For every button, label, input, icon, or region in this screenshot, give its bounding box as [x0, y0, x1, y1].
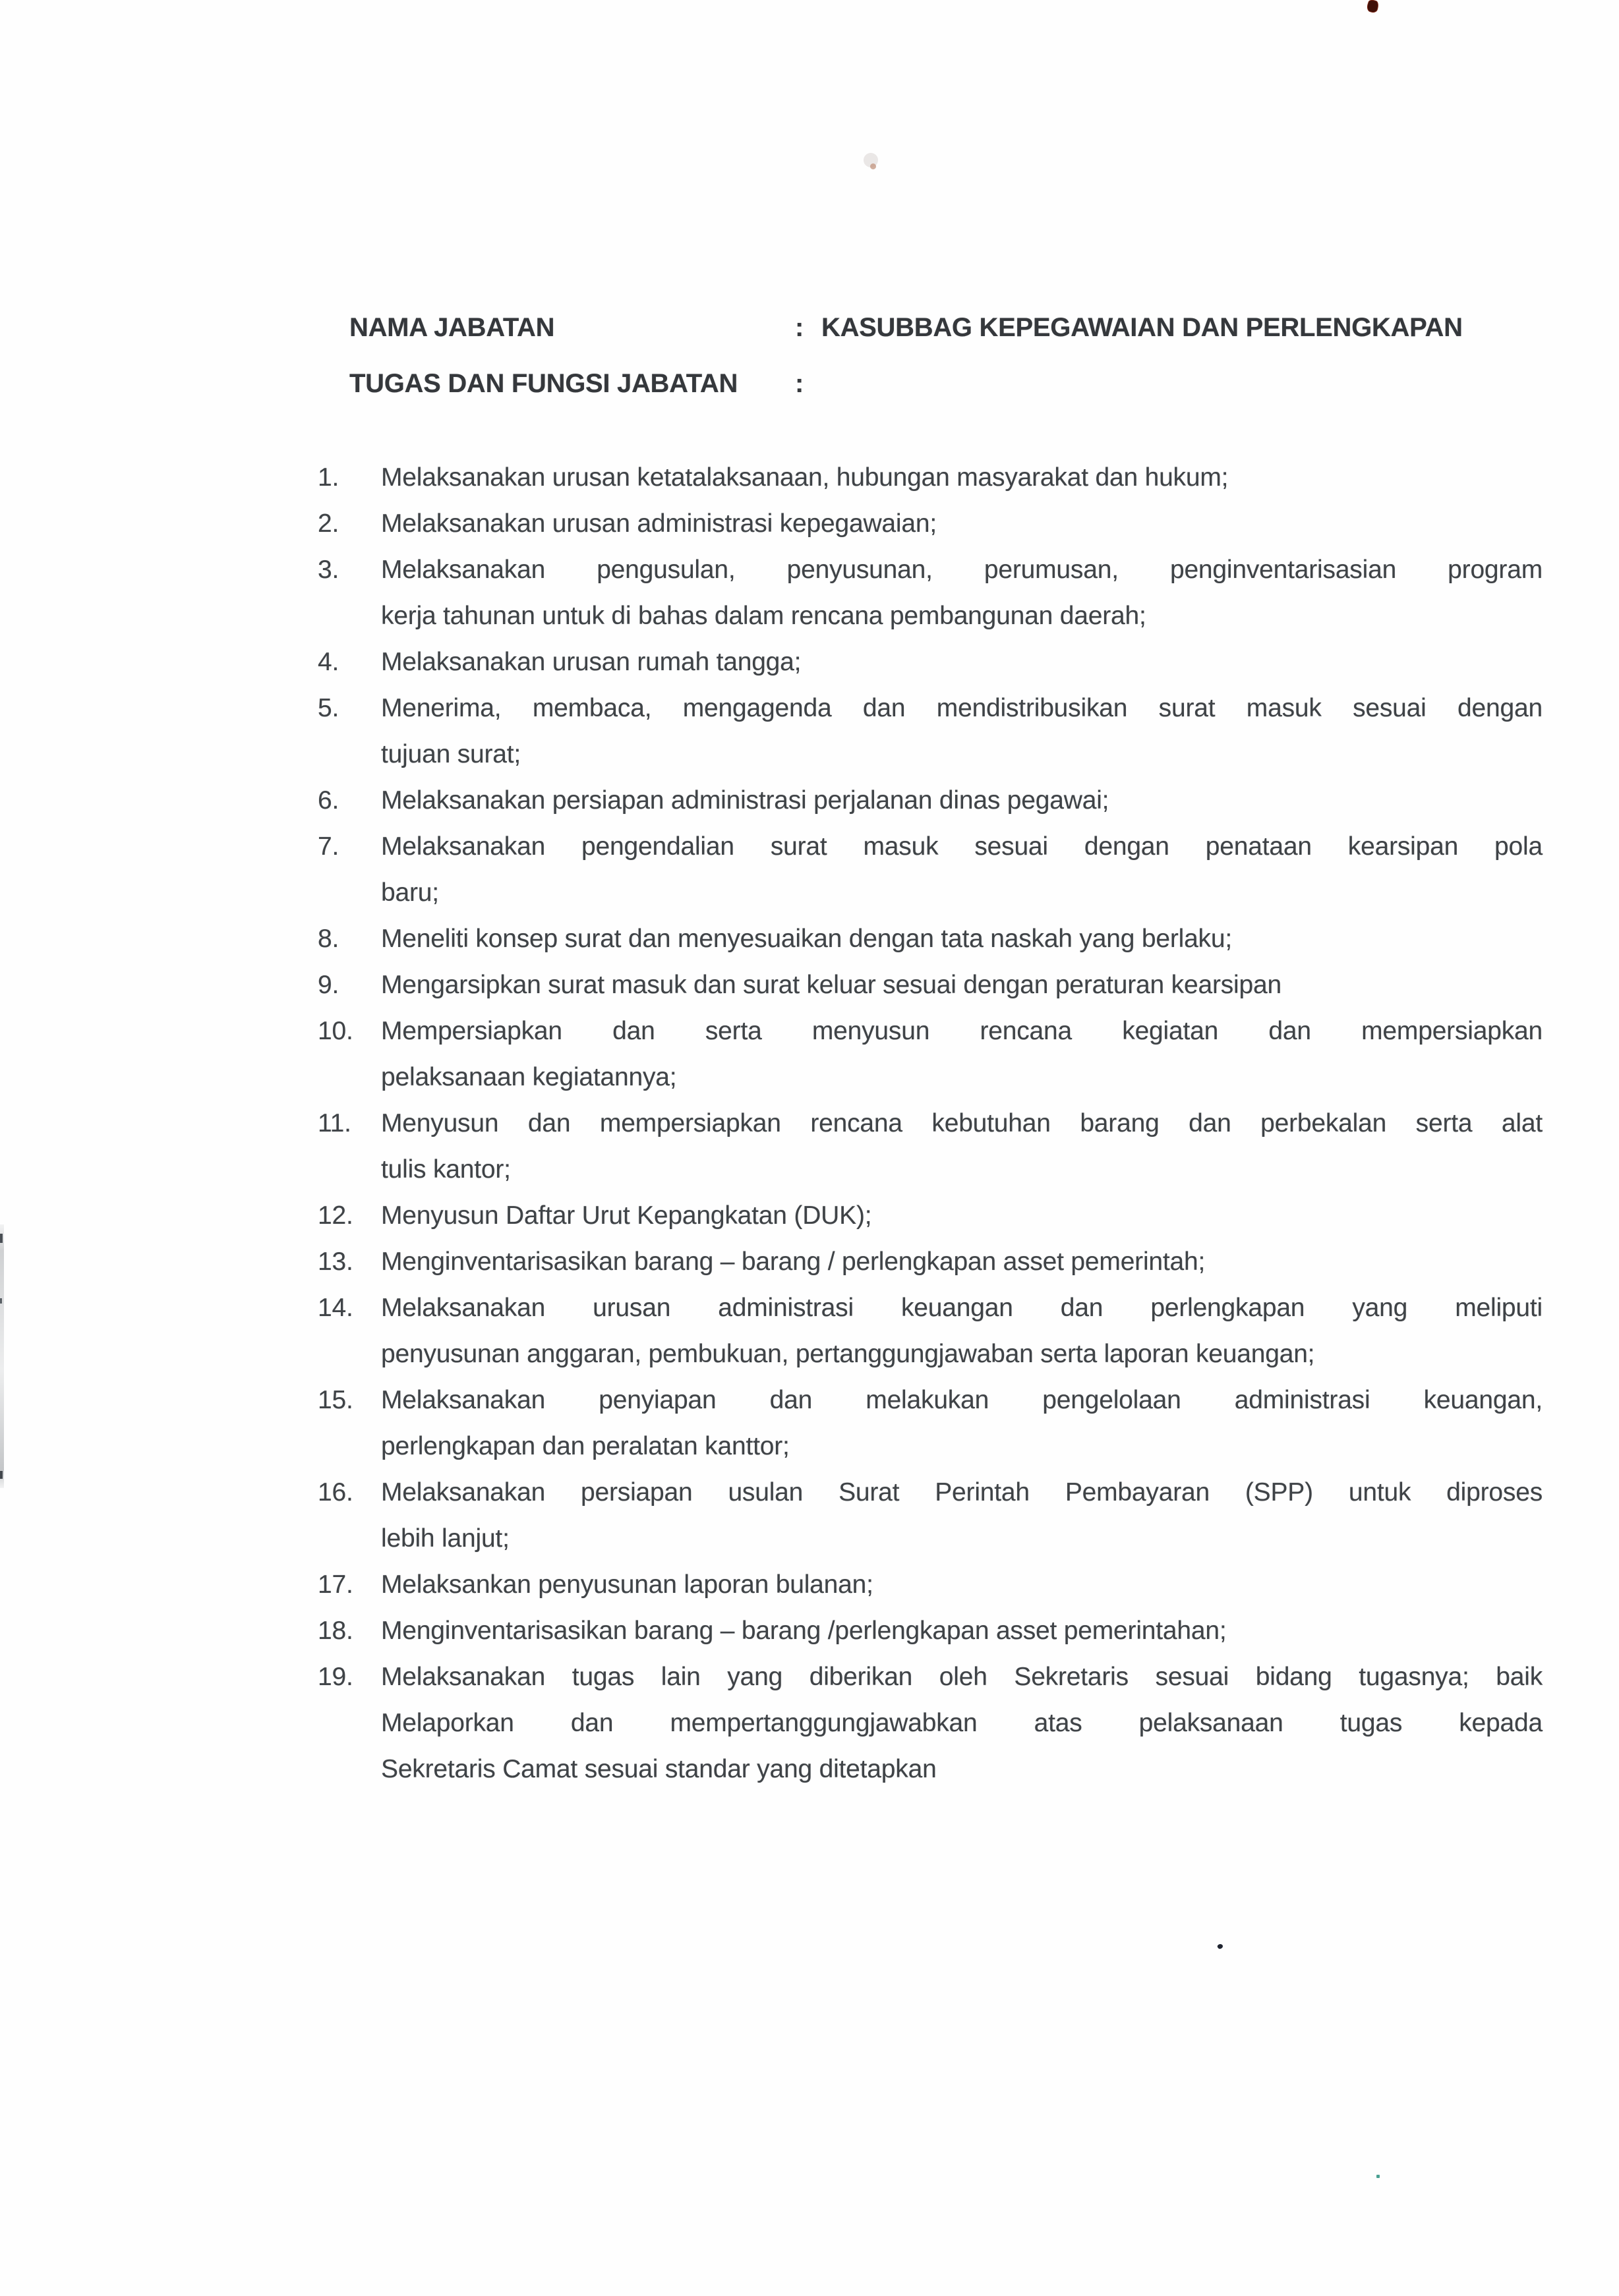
- task-text: [381, 916, 1543, 962]
- task-row: [318, 1608, 1543, 1654]
- task-line: Melaksanakan urusan administrasi kepegawaian;: [381, 509, 937, 538]
- task-row: [318, 1470, 1543, 1562]
- task-text: [381, 1101, 1543, 1193]
- task-row: [318, 639, 1543, 685]
- task-line: Meneliti konsep surat dan menyesuaikan dengan tata naskah yang berlaku;: [381, 925, 1232, 953]
- task-text: [381, 501, 1543, 547]
- job-title-value: KASUBBAG KEPEGAWAIAN DAN PERLENGKAPAN: [821, 313, 1463, 342]
- task-line: Melaksanakan tugas lain yang diberikan oleh Sekretaris sesuai bidang tugasnya; baik: [381, 1663, 1543, 1691]
- task-row: [318, 778, 1543, 824]
- task-line: Menginventarisasikan barang – barang /perlengkapan asset pemerintahan;: [381, 1617, 1227, 1645]
- task-row: [318, 1562, 1543, 1608]
- task-line: Sekretaris Camat sesuai standar yang ditetapkan: [381, 1755, 937, 1783]
- task-number: 4.: [318, 648, 339, 676]
- task-row: [318, 685, 1543, 778]
- task-row: [318, 455, 1543, 501]
- task-line: Melaksanakan persiapan usulan Surat Perintah Pembayaran (SPP) untuk diproses: [381, 1478, 1543, 1507]
- task-row: [318, 1285, 1543, 1377]
- job-title-label: NAMA JABATAN: [349, 313, 555, 342]
- task-line: Menerima, membaca, mengagenda dan mendistribusikan surat masuk sesuai dengan: [381, 694, 1543, 722]
- task-row: [318, 1239, 1543, 1285]
- scan-left-edge-speck: [0, 1234, 3, 1243]
- scan-speck-top-right: [1365, 0, 1380, 14]
- task-row: [318, 916, 1543, 962]
- task-line: kerja tahunan untuk di bahas dalam rencana pembangunan daerah;: [381, 602, 1146, 630]
- job-title-row: [349, 300, 1562, 356]
- task-number: 18.: [318, 1617, 353, 1645]
- task-line: tulis kantor;: [381, 1155, 511, 1184]
- task-line: Mengarsipkan surat masuk dan surat keluar sesuai dengan peraturan kearsipan: [381, 971, 1281, 999]
- task-row: [318, 501, 1543, 547]
- task-number: 6.: [318, 786, 339, 815]
- scan-speck-bottom-dot: [1217, 1943, 1223, 1949]
- task-text: [381, 1239, 1543, 1285]
- task-line: Melaksanakan persiapan administrasi perjalanan dinas pegawai;: [381, 786, 1109, 815]
- task-line: penyusunan anggaran, pembukuan, pertanggungjawaban serta laporan keuangan;: [381, 1340, 1315, 1368]
- task-line: Melaksanakan urusan rumah tangga;: [381, 648, 802, 676]
- task-line: Melaksanakan penyiapan dan melakukan pengelolaan administrasi keuangan,: [381, 1386, 1543, 1414]
- task-line: Melaksanakan pengendalian surat masuk sesuai dengan penataan kearsipan pola: [381, 832, 1543, 861]
- task-text: [381, 1608, 1543, 1654]
- task-row: [318, 962, 1543, 1008]
- task-text: [381, 1008, 1543, 1101]
- task-text: [381, 778, 1543, 824]
- task-line: Melaksanakan pengusulan, penyusunan, perumusan, penginventarisasian program: [381, 556, 1543, 584]
- task-text: [381, 455, 1543, 501]
- task-number: 14.: [318, 1294, 353, 1322]
- task-list: [318, 455, 1543, 1793]
- job-duties-colon: :: [795, 369, 804, 398]
- task-text: [381, 824, 1543, 916]
- job-title-colon: :: [795, 313, 804, 342]
- task-line: Menyusun Daftar Urut Kepangkatan (DUK);: [381, 1201, 872, 1230]
- task-number: 11.: [318, 1109, 351, 1137]
- task-row: [318, 1008, 1543, 1101]
- task-number: 7.: [318, 832, 339, 861]
- job-duties-row: [349, 356, 1562, 412]
- task-text: [381, 685, 1543, 778]
- task-text: [381, 1654, 1543, 1793]
- task-number: 19.: [318, 1663, 353, 1691]
- task-number: 17.: [318, 1570, 353, 1599]
- task-number: 16.: [318, 1478, 353, 1507]
- task-line: Menyusun dan mempersiapkan rencana kebutuhan barang dan perbekalan serta alat: [381, 1109, 1543, 1137]
- task-number: 13.: [318, 1248, 353, 1276]
- scan-left-edge-band: [0, 1224, 4, 1488]
- task-text: [381, 639, 1543, 685]
- task-number: 3.: [318, 556, 339, 584]
- task-line: pelaksanaan kegiatannya;: [381, 1063, 677, 1091]
- task-text: [381, 962, 1543, 1008]
- task-line: Mempersiapkan dan serta menyusun rencana kegiatan dan mempersiapkan: [381, 1017, 1543, 1045]
- scan-speck-teal-dot: [1376, 2175, 1380, 2178]
- scan-speck-faint-brown: [870, 163, 876, 169]
- task-row: [318, 547, 1543, 639]
- task-line: Melaksanakan urusan administrasi keuangan dan perlengkapan yang meliputi: [381, 1294, 1543, 1322]
- task-number: 12.: [318, 1201, 353, 1230]
- task-row: [318, 824, 1543, 916]
- task-row: [318, 1654, 1543, 1793]
- task-number: 15.: [318, 1386, 353, 1414]
- task-line: Melaksanakan urusan ketatalaksanaan, hubungan masyarakat dan hukum;: [381, 463, 1229, 492]
- task-number: 8.: [318, 925, 339, 953]
- scan-left-edge-speck: [0, 1471, 3, 1479]
- job-header: [349, 300, 1562, 412]
- task-line: perlengkapan dan peralatan kanttor;: [381, 1432, 790, 1460]
- task-line: baru;: [381, 878, 439, 907]
- task-text: [381, 1285, 1543, 1377]
- task-line: Melaporkan dan mempertanggungjawabkan atas pelaksanaan tugas kepada: [381, 1709, 1543, 1737]
- task-line: tujuan surat;: [381, 740, 521, 768]
- task-text: [381, 1470, 1543, 1562]
- task-line: Melaksankan penyusunan laporan bulanan;: [381, 1570, 873, 1599]
- task-row: [318, 1101, 1543, 1193]
- task-number: 10.: [318, 1017, 353, 1045]
- scan-left-edge-speck: [0, 1298, 2, 1304]
- task-number: 2.: [318, 509, 339, 538]
- task-line: Menginventarisasikan barang – barang / perlengkapan asset pemerintah;: [381, 1248, 1206, 1276]
- task-text: [381, 547, 1543, 639]
- task-text: [381, 1193, 1543, 1239]
- job-duties-label: TUGAS DAN FUNGSI JABATAN: [349, 369, 738, 398]
- task-row: [318, 1193, 1543, 1239]
- task-row: [318, 1377, 1543, 1470]
- task-text: [381, 1562, 1543, 1608]
- task-number: 5.: [318, 694, 339, 722]
- task-number: 9.: [318, 971, 339, 999]
- task-line: lebih lanjut;: [381, 1524, 510, 1553]
- task-text: [381, 1377, 1543, 1470]
- task-number: 1.: [318, 463, 339, 492]
